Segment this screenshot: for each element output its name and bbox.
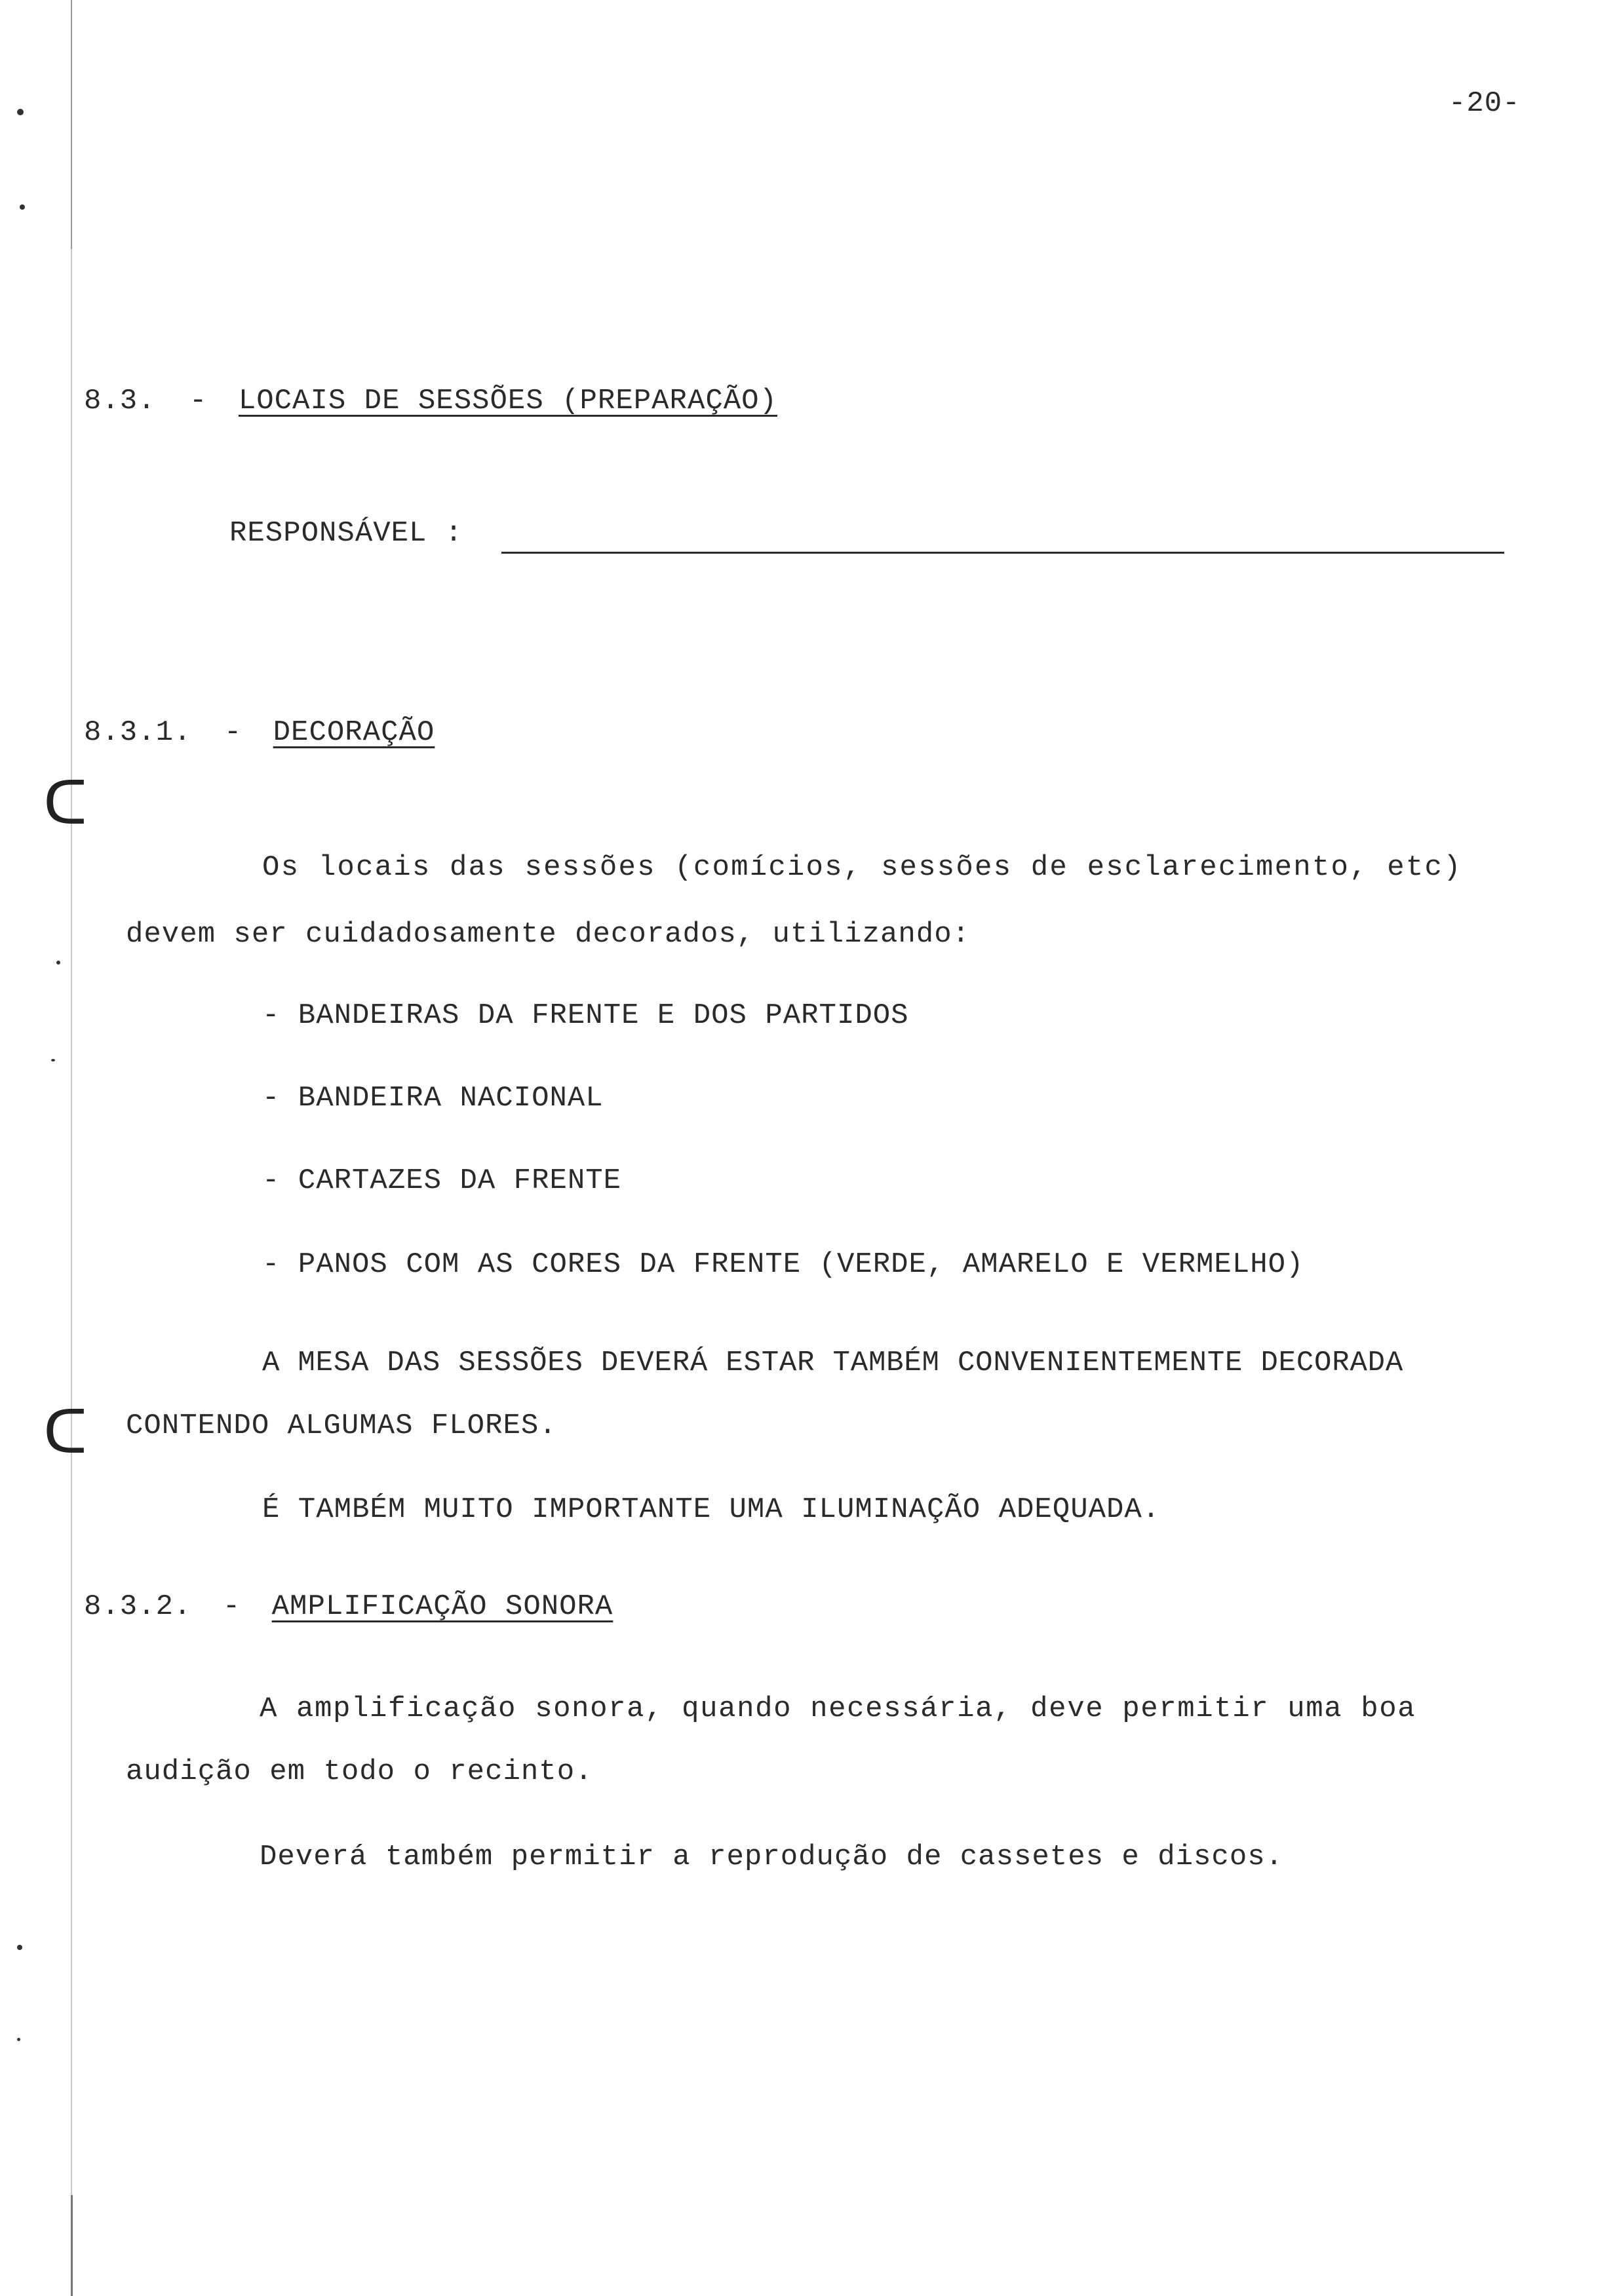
binder-ring-icon: ᑕ — [43, 1397, 88, 1467]
page-number: -20- — [1449, 87, 1521, 120]
paragraph-line: É TAMBÉM MUITO IMPORTANTE UMA ILUMINAÇÃO ADEQUADA. — [262, 1493, 1161, 1526]
binder-margin-line — [71, 0, 72, 2296]
subsection-dash: - — [222, 1590, 241, 1623]
subsection-title: DECORAÇÃO — [273, 716, 435, 749]
scan-dot — [51, 1059, 55, 1062]
section-number: 8.3. — [84, 385, 156, 417]
responsible-label: RESPONSÁVEL : — [229, 517, 463, 550]
binder-margin-line-bottom — [71, 2195, 73, 2296]
binder-ring-icon: ᑕ — [43, 768, 88, 838]
list-item: - BANDEIRAS DA FRENTE E DOS PARTIDOS — [262, 999, 909, 1032]
scan-dot — [17, 1945, 22, 1950]
paragraph-line: CONTENDO ALGUMAS FLORES. — [126, 1409, 557, 1442]
paragraph-line: Os locais das sessões (comícios, sessões de esclarecimento, etc) — [262, 851, 1462, 884]
scan-dot — [56, 961, 60, 965]
list-item: - PANOS COM AS CORES DA FRENTE (VERDE, AMARELO E VERMELHO) — [262, 1248, 1304, 1281]
section-title: LOCAIS DE SESSÕES (PREPARAÇÃO) — [238, 385, 777, 417]
paragraph-line: A amplificação sonora, quando necessária, deve permitir uma boa — [260, 1693, 1416, 1725]
paragraph-line: devem ser cuidadosamente decorados, utilizando: — [126, 918, 971, 951]
subsection-number: 8.3.2. — [84, 1590, 192, 1623]
subsection-dash: - — [224, 716, 243, 749]
subsection-number: 8.3.1. — [84, 716, 192, 749]
scan-dot — [20, 204, 25, 210]
list-item: - CARTAZES DA FRENTE — [262, 1164, 622, 1197]
subsection-heading-amplificacao — [84, 1588, 613, 1625]
scan-dot — [17, 109, 24, 115]
binder-margin-line-top — [71, 0, 72, 249]
section-dash: - — [189, 385, 208, 417]
paragraph-line: audição em todo o recinto. — [126, 1755, 593, 1788]
scan-dot — [17, 2038, 20, 2041]
list-item: - BANDEIRA NACIONAL — [262, 1082, 604, 1115]
responsible-signature-line — [501, 552, 1504, 554]
section-heading — [84, 383, 777, 419]
subsection-heading-decoracao — [84, 714, 435, 751]
paragraph-line: Deverá também permitir a reprodução de cassetes e discos. — [260, 1841, 1284, 1873]
subsection-title: AMPLIFICAÇÃO SONORA — [271, 1590, 613, 1623]
paragraph-line: A MESA DAS SESSÕES DEVERÁ ESTAR TAMBÉM CONVENIENTEMENTE DECORADA — [262, 1347, 1404, 1379]
